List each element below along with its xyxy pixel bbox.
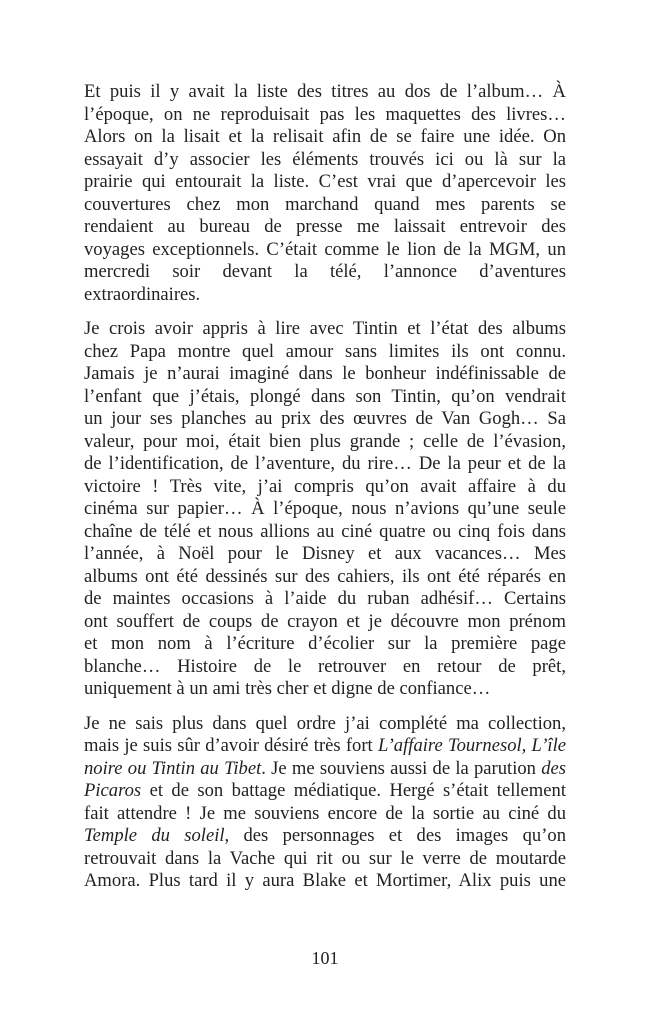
- text-segment: et de son battage médiatique. Hergé s’était tellement: [141, 780, 566, 801]
- text-segment: prairie qui entourait la liste. C’est vrai que d’apercevoir les: [84, 171, 566, 192]
- text-segment: et mon nom à l’écriture d’écolier sur la première page: [84, 633, 566, 654]
- text-line: [84, 318, 566, 341]
- text-segment: de maintes occasions à l’aide du ruban adhésif… Certains: [84, 588, 566, 609]
- page-body: [84, 81, 566, 905]
- text-line: [84, 713, 566, 736]
- text-segment: extraordinaires.: [84, 283, 201, 305]
- text-segment: l’enfant que j’étais, plongé dans son Tintin, qu’on vendrait: [84, 385, 566, 407]
- text-line: [84, 126, 566, 149]
- text-line: [84, 194, 566, 217]
- text-segment: albums ont été dessinés sur des cahiers, ils ont été réparés en: [84, 565, 566, 587]
- text-line: [84, 543, 566, 566]
- text-segment: fait attendre ! Je me souviens encore de la sortie au ciné du: [84, 802, 566, 824]
- text-line: [84, 611, 566, 634]
- text-line: [84, 284, 566, 307]
- italic-title-text: Temple du soleil: [84, 825, 225, 846]
- paragraph: [84, 81, 566, 306]
- text-line: [84, 633, 566, 656]
- text-line: [84, 431, 566, 454]
- text-line: [84, 341, 566, 364]
- text-line: [84, 476, 566, 499]
- text-segment: uniquement à un ami très cher et digne de confiance…: [84, 678, 491, 699]
- text-segment: Je crois avoir appris à lire avec Tintin et l’état des albums: [84, 318, 566, 339]
- text-segment: cinéma sur papier… À l’époque, nous n’avions qu’une seule: [84, 498, 566, 519]
- text-segment: Et puis il y avait la liste des titres au dos de l’album… À: [84, 81, 566, 102]
- text-line: [84, 149, 566, 172]
- text-line: [84, 521, 566, 544]
- text-line: [84, 678, 566, 701]
- text-segment: Je ne sais plus dans quel ordre j’ai complété ma collection,: [84, 712, 566, 734]
- text-line: [84, 848, 566, 871]
- text-line: [84, 216, 566, 239]
- text-line: [84, 735, 566, 758]
- text-line: [84, 588, 566, 611]
- text-segment: victoire ! Très vite, j’ai compris qu’on avait affaire à du: [84, 475, 566, 497]
- italic-title-text: noire ou Tintin au Tibet: [84, 757, 262, 779]
- italic-title-text: L’affaire Tournesol, L’île: [377, 735, 566, 756]
- text-line: [84, 386, 566, 409]
- text-segment: , des personnages et des images qu’on: [224, 825, 566, 846]
- text-segment: ont souffert de coups de crayon et je découvre mon prénom: [84, 610, 566, 632]
- text-segment: Amora. Plus tard il y aura Blake et Mortimer, Alix puis une: [84, 870, 566, 891]
- text-segment: un jour ses planches au prix des œuvres de Van Gogh… Sa: [84, 408, 566, 429]
- text-line: [84, 81, 566, 104]
- text-line: [84, 453, 566, 476]
- text-segment: blanche… Histoire de le retrouver en retour de prêt,: [84, 655, 566, 677]
- text-line: [84, 408, 566, 431]
- text-line: [84, 498, 566, 521]
- text-line: [84, 825, 566, 848]
- text-segment: voyages exceptionnels. C’était comme le lion de la MGM, un: [84, 238, 566, 260]
- text-segment: retrouvait dans la Vache qui rit ou sur le verre de moutarde: [84, 847, 566, 869]
- text-line: [84, 363, 566, 386]
- text-segment: rendaient au bureau de presse me laissait entrevoir des: [84, 216, 566, 237]
- paragraph: [84, 713, 566, 893]
- text-segment: essayait d’y associer les éléments trouvés ici ou là sur la: [84, 148, 566, 170]
- page-number: 101: [311, 948, 339, 968]
- text-segment: valeur, pour moi, était bien plus grande ; celle de l’évasion,: [84, 430, 566, 452]
- text-segment: . Je me souviens aussi de la parution: [261, 757, 542, 779]
- text-line: [84, 803, 566, 826]
- text-segment: l’année, à Noël pour le Disney et aux vacances… Mes: [84, 543, 566, 564]
- text-line: [84, 566, 566, 589]
- italic-title-text: des: [541, 757, 566, 779]
- text-line: [84, 239, 566, 262]
- text-segment: chez Papa montre quel amour sans limites ils ont connu.: [84, 340, 566, 362]
- text-line: [84, 758, 566, 781]
- text-segment: de l’identification, de l’aventure, du rire… De la peur et de la: [84, 453, 566, 474]
- text-line: [84, 780, 566, 803]
- text-line: [84, 656, 566, 679]
- text-line: [84, 171, 566, 194]
- text-line: [84, 870, 566, 893]
- text-line: [84, 261, 566, 284]
- text-line: [84, 104, 566, 127]
- text-segment: couvertures chez mon marchand quand mes parents se: [84, 193, 566, 215]
- text-segment: l’époque, on ne reproduisait pas les maquettes des livres…: [84, 103, 566, 125]
- text-segment: chaîne de télé et nous allions au ciné quatre ou cinq fois dans: [84, 520, 566, 542]
- text-segment: mais je suis sûr d’avoir désiré très fort: [84, 735, 378, 756]
- text-segment: Alors on la lisait et la relisait afin de se faire une idée. On: [84, 126, 566, 147]
- paragraph: [84, 318, 566, 701]
- italic-title-text: Picaros: [84, 780, 142, 801]
- text-segment: mercredi soir devant la télé, l’annonce d’aventures: [84, 261, 566, 282]
- text-segment: Jamais je n’aurai imaginé dans le bonheur indéfinissable de: [84, 363, 566, 384]
